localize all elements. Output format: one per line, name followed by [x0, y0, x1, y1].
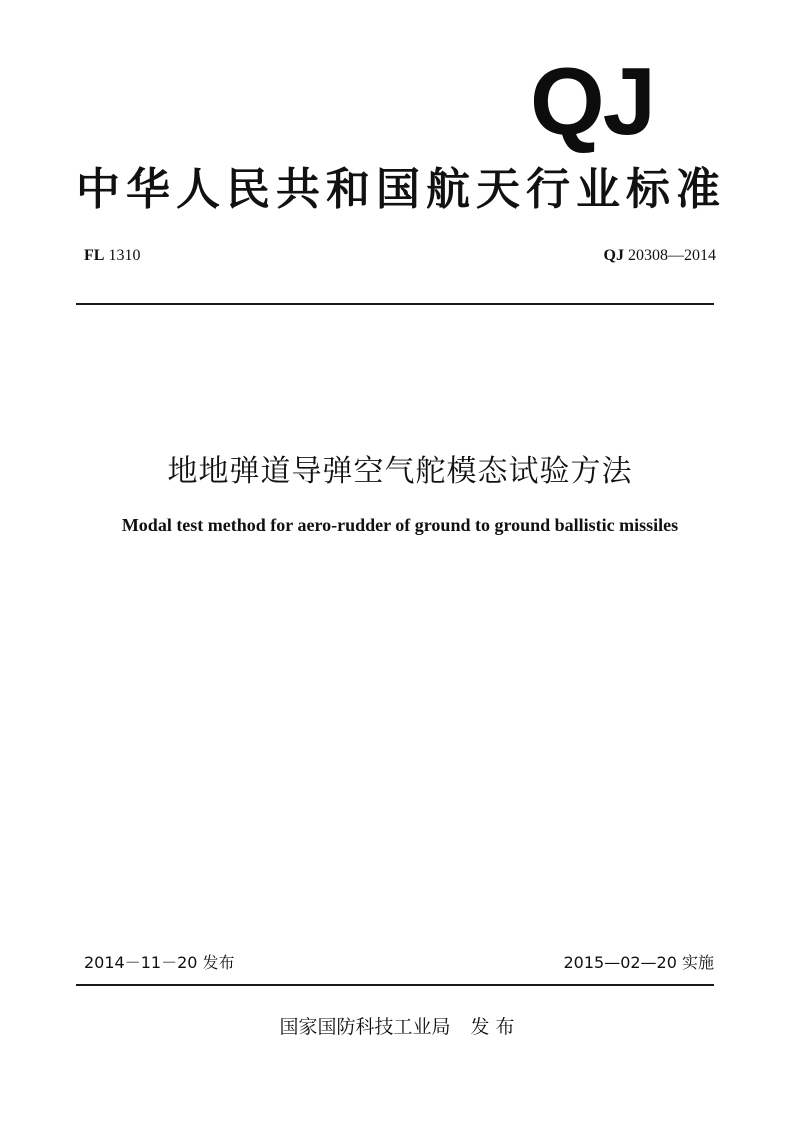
- standard-number-prefix: QJ: [603, 247, 624, 264]
- publisher-name: 国家国防科技工业局: [279, 1016, 451, 1038]
- header-divider: [76, 303, 714, 305]
- qj-logo: QJ: [530, 48, 655, 155]
- standard-number: [516, 244, 716, 268]
- classification-code: [84, 244, 140, 268]
- footer-divider: [76, 984, 714, 986]
- publish-verb: 发布: [470, 1016, 521, 1038]
- publisher-line: [0, 1010, 800, 1044]
- document-title-english: Modal test method for aero-rudder of ground to ground ballistic missiles: [121, 515, 679, 535]
- classification-prefix: FL: [84, 247, 105, 264]
- implementation-date: 2015—02—20 实施: [563, 953, 714, 972]
- issue-date: 2014－11－20 发布: [84, 953, 235, 972]
- document-title-chinese: 地地弹道导弹空气舵模态试验方法: [167, 454, 633, 489]
- standard-number-code: 20308—2014: [628, 247, 716, 264]
- standard-title: 中华人民共和国航天行业标准: [76, 164, 726, 215]
- classification-number: 1310: [108, 247, 141, 264]
